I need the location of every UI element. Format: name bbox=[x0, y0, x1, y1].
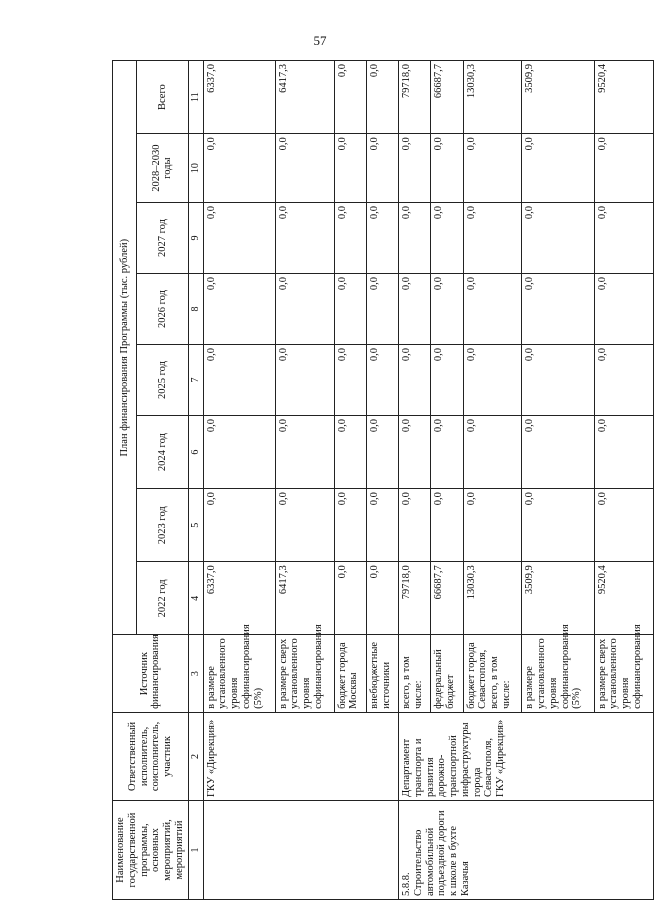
source-cell: в размере установленного уровня софинансирования (5%) bbox=[522, 635, 594, 712]
executor-cell: ГКУ «Дирекция» bbox=[203, 712, 399, 800]
page-number: 57 bbox=[313, 33, 327, 48]
value-cell: 0,0 bbox=[334, 489, 366, 562]
total-cell: 6337,0 bbox=[203, 61, 275, 134]
value-cell: 0,0 bbox=[594, 203, 653, 274]
value-cell: 0,0 bbox=[203, 345, 275, 416]
value-cell: 0,0 bbox=[334, 562, 366, 635]
value-cell: 0,0 bbox=[431, 134, 463, 203]
value-cell: 0,0 bbox=[275, 134, 334, 203]
source-cell: в размере установленного уровня софинансирования (5%) bbox=[203, 635, 275, 712]
value-cell: 79718,0 bbox=[399, 562, 431, 635]
value-cell: 0,0 bbox=[275, 203, 334, 274]
value-cell: 0,0 bbox=[275, 489, 334, 562]
source-cell: в размере сверх установленного уровня софинансирования bbox=[275, 635, 334, 712]
value-cell: 0,0 bbox=[399, 345, 431, 416]
value-cell: 0,0 bbox=[594, 489, 653, 562]
total-cell: 9520,4 bbox=[594, 61, 653, 134]
value-cell: 0,0 bbox=[431, 345, 463, 416]
value-cell: 0,0 bbox=[522, 345, 594, 416]
value-cell: 0,0 bbox=[463, 203, 522, 274]
column-number: 1 bbox=[188, 801, 203, 900]
financing-table bbox=[112, 60, 654, 900]
column-number: 6 bbox=[188, 416, 203, 489]
value-cell: 0,0 bbox=[594, 345, 653, 416]
value-cell: 0,0 bbox=[334, 203, 366, 274]
header-year: 2025 год bbox=[137, 345, 188, 416]
header-financing-plan: План финансирования Программы (тыс. рублей) bbox=[113, 61, 137, 635]
header-year: 2023 год bbox=[137, 489, 188, 562]
value-cell: 0,0 bbox=[275, 274, 334, 345]
value-cell: 0,0 bbox=[522, 489, 594, 562]
executor-cell: Департамент транспорта и развития дорожно-транспортной инфраструктуры города Севастополя, ГКУ «Дирекция» bbox=[399, 712, 653, 800]
value-cell: 0,0 bbox=[463, 489, 522, 562]
value-cell: 0,0 bbox=[431, 274, 463, 345]
column-number: 8 bbox=[188, 274, 203, 345]
value-cell: 0,0 bbox=[275, 345, 334, 416]
value-cell: 0,0 bbox=[399, 274, 431, 345]
total-cell: 79718,0 bbox=[399, 61, 431, 134]
value-cell: 0,0 bbox=[431, 489, 463, 562]
source-cell: в размере сверх установленного уровня софинансирования bbox=[594, 635, 653, 712]
column-number: 3 bbox=[188, 635, 203, 712]
header-year: 2024 год bbox=[137, 416, 188, 489]
value-cell: 0,0 bbox=[366, 134, 398, 203]
column-number: 11 bbox=[188, 61, 203, 134]
total-cell: 13030,3 bbox=[463, 61, 522, 134]
value-cell: 0,0 bbox=[366, 562, 398, 635]
value-cell: 0,0 bbox=[366, 274, 398, 345]
header-source: Источник финансирования bbox=[113, 635, 189, 712]
source-cell: бюджет города Москвы bbox=[334, 635, 366, 712]
column-number: 2 bbox=[188, 712, 203, 800]
value-cell: 0,0 bbox=[399, 416, 431, 489]
value-cell: 0,0 bbox=[366, 489, 398, 562]
value-cell: 0,0 bbox=[463, 134, 522, 203]
program-name-cell: 5.8.8. Строительство автомобильной подъездной дороги к школе в бухте Казачья bbox=[399, 801, 653, 900]
value-cell: 0,0 bbox=[463, 274, 522, 345]
header-year: 2022 год bbox=[137, 562, 188, 635]
column-number: 4 bbox=[188, 562, 203, 635]
total-cell: 0,0 bbox=[366, 61, 398, 134]
value-cell: 0,0 bbox=[275, 416, 334, 489]
value-cell: 0,0 bbox=[334, 416, 366, 489]
total-cell: 3509,9 bbox=[522, 61, 594, 134]
header-executor: Ответственный исполнитель, соисполнитель, участник bbox=[113, 712, 189, 800]
source-cell: бюджет города Севастополя, всего, в том числе: bbox=[463, 635, 522, 712]
value-cell: 0,0 bbox=[463, 416, 522, 489]
value-cell: 0,0 bbox=[366, 203, 398, 274]
value-cell: 6417,3 bbox=[275, 562, 334, 635]
table-row bbox=[399, 61, 431, 900]
value-cell: 0,0 bbox=[431, 416, 463, 489]
header-year: 2026 год bbox=[137, 274, 188, 345]
value-cell: 0,0 bbox=[431, 203, 463, 274]
column-number: 10 bbox=[188, 134, 203, 203]
value-cell: 0,0 bbox=[399, 489, 431, 562]
source-cell: всего, в том числе: bbox=[399, 635, 431, 712]
header-total: Всего bbox=[137, 61, 188, 134]
value-cell: 0,0 bbox=[366, 416, 398, 489]
value-cell: 9520,4 bbox=[594, 562, 653, 635]
value-cell: 0,0 bbox=[594, 274, 653, 345]
value-cell: 66687,7 bbox=[431, 562, 463, 635]
total-cell: 66687,7 bbox=[431, 61, 463, 134]
source-cell: внебюджетные источники bbox=[366, 635, 398, 712]
value-cell: 0,0 bbox=[203, 489, 275, 562]
total-cell: 6417,3 bbox=[275, 61, 334, 134]
column-number: 7 bbox=[188, 345, 203, 416]
value-cell: 0,0 bbox=[203, 203, 275, 274]
value-cell: 0,0 bbox=[522, 274, 594, 345]
value-cell: 0,0 bbox=[203, 416, 275, 489]
value-cell: 0,0 bbox=[334, 134, 366, 203]
value-cell: 0,0 bbox=[203, 134, 275, 203]
value-cell: 0,0 bbox=[366, 345, 398, 416]
value-cell: 0,0 bbox=[522, 134, 594, 203]
header-year: 2027 год bbox=[137, 203, 188, 274]
value-cell: 6337,0 bbox=[203, 562, 275, 635]
value-cell: 0,0 bbox=[399, 203, 431, 274]
value-cell: 13030,3 bbox=[463, 562, 522, 635]
value-cell: 0,0 bbox=[399, 134, 431, 203]
value-cell: 0,0 bbox=[463, 345, 522, 416]
value-cell: 0,0 bbox=[594, 416, 653, 489]
value-cell: 0,0 bbox=[594, 134, 653, 203]
source-cell: федеральный бюджет bbox=[431, 635, 463, 712]
value-cell: 0,0 bbox=[334, 345, 366, 416]
header-name: Наименование государственной программы, основных мероприятий, мероприятий bbox=[113, 801, 189, 900]
value-cell: 0,0 bbox=[334, 274, 366, 345]
table-row bbox=[203, 61, 275, 900]
value-cell: 0,0 bbox=[522, 203, 594, 274]
financing-table-rotated bbox=[112, 60, 643, 900]
column-number: 5 bbox=[188, 489, 203, 562]
program-name-cell bbox=[203, 801, 399, 900]
header-year: 2028–2030 годы bbox=[137, 134, 188, 203]
column-number: 9 bbox=[188, 203, 203, 274]
value-cell: 0,0 bbox=[203, 274, 275, 345]
value-cell: 3509,9 bbox=[522, 562, 594, 635]
total-cell: 0,0 bbox=[334, 61, 366, 134]
value-cell: 0,0 bbox=[522, 416, 594, 489]
